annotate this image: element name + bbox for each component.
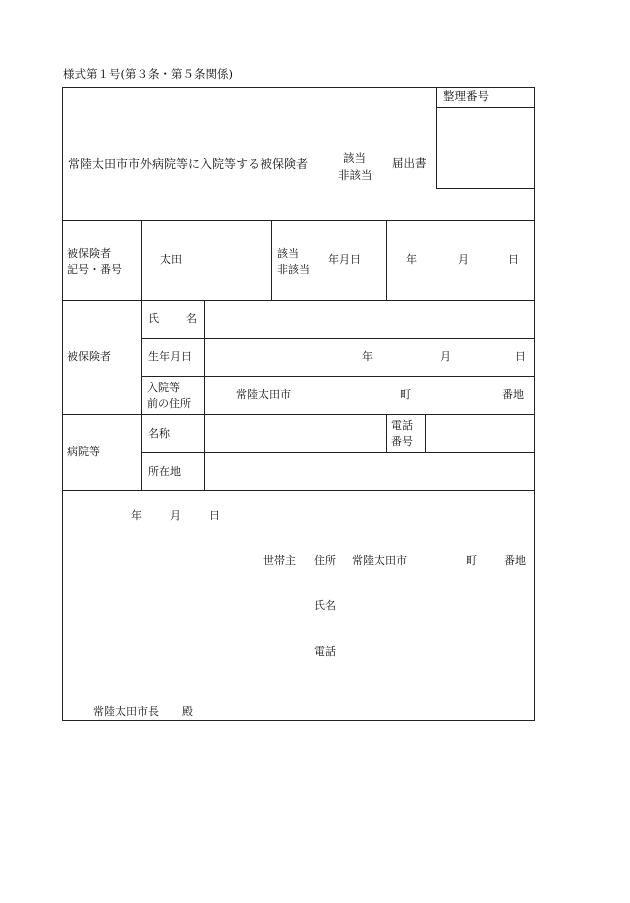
form-title-suffix: 届出書 <box>392 156 427 170</box>
hospital-phone-field[interactable] <box>427 416 533 451</box>
insured-date-label: 年月日 <box>328 253 361 266</box>
birth-date-label: 生年月日 <box>148 350 192 363</box>
birth-year[interactable]: 年 <box>362 350 373 363</box>
hospital-phone-label <box>391 418 413 450</box>
declaration-year[interactable]: 年 <box>131 509 142 522</box>
householder-address-city[interactable]: 常陸太田市 <box>352 554 407 567</box>
birth-day[interactable]: 日 <box>515 350 526 363</box>
householder-phone-field[interactable] <box>340 640 530 662</box>
prior-address-lot[interactable]: 番地 <box>502 388 524 401</box>
hospital-phone-label-line2: 番号 <box>391 434 413 448</box>
status-applicable: 該当 <box>343 151 366 165</box>
insured-person-section-label: 被保険者 <box>67 350 111 363</box>
addressee-honorific: 殿 <box>182 705 193 718</box>
insured-date-day[interactable]: 日 <box>508 253 519 266</box>
prior-address-label-line2: 前の住所 <box>147 396 191 410</box>
householder-phone-label: 電話 <box>314 645 336 658</box>
householder-label: 世帯主 <box>263 554 296 567</box>
form-number-label: 様式第１号(第３条・第５条関係) <box>63 67 233 81</box>
birth-month[interactable]: 月 <box>440 350 451 363</box>
insured-number-value[interactable]: 太田 <box>160 253 182 266</box>
hospital-phone-label-line1: 電話 <box>391 419 413 432</box>
insured-number-label <box>67 246 122 278</box>
insured-number-label-line2: 記号・番号 <box>67 262 122 276</box>
form-title: 常陸太田市市外病院等に入院等する被保険者 <box>68 157 309 171</box>
householder-address-lot[interactable]: 番地 <box>504 554 526 567</box>
prior-address-label-line1: 入院等 <box>147 381 180 394</box>
hospital-location-field[interactable] <box>206 454 533 489</box>
hospital-section-label: 病院等 <box>67 445 100 458</box>
hospital-name-label: 名称 <box>148 427 170 440</box>
title-status-choice[interactable] <box>338 150 373 183</box>
addressee: 常陸太田市長 <box>93 705 159 718</box>
insured-date-month[interactable]: 月 <box>458 253 469 266</box>
householder-address-town[interactable]: 町 <box>466 554 477 567</box>
name-field[interactable] <box>206 302 533 337</box>
householder-address-label: 住所 <box>314 554 336 567</box>
prior-address-town[interactable]: 町 <box>400 388 411 401</box>
householder-name-field[interactable] <box>340 594 530 616</box>
control-number-field[interactable] <box>437 108 534 188</box>
name-label-part2: 名 <box>186 312 197 325</box>
status-not-applicable: 非該当 <box>338 167 373 182</box>
insured-date-year[interactable]: 年 <box>406 253 417 266</box>
hospital-location-label: 所在地 <box>148 465 181 478</box>
insured-number-label-line1: 被保険者 <box>67 247 111 260</box>
hospital-name-field[interactable] <box>206 416 385 451</box>
prior-address-city[interactable]: 常陸太田市 <box>236 388 291 401</box>
control-number-label: 整理番号 <box>443 89 489 103</box>
declaration-day[interactable]: 日 <box>209 509 220 522</box>
declaration-month[interactable]: 月 <box>170 509 181 522</box>
householder-name-label: 氏名 <box>314 599 336 612</box>
prior-address-label <box>147 380 191 412</box>
insured-status-choice[interactable] <box>277 246 310 278</box>
insured-status-applicable: 該当 <box>277 247 299 260</box>
insured-status-not-applicable: 非該当 <box>277 262 310 276</box>
name-label-part1: 氏 <box>148 312 159 325</box>
